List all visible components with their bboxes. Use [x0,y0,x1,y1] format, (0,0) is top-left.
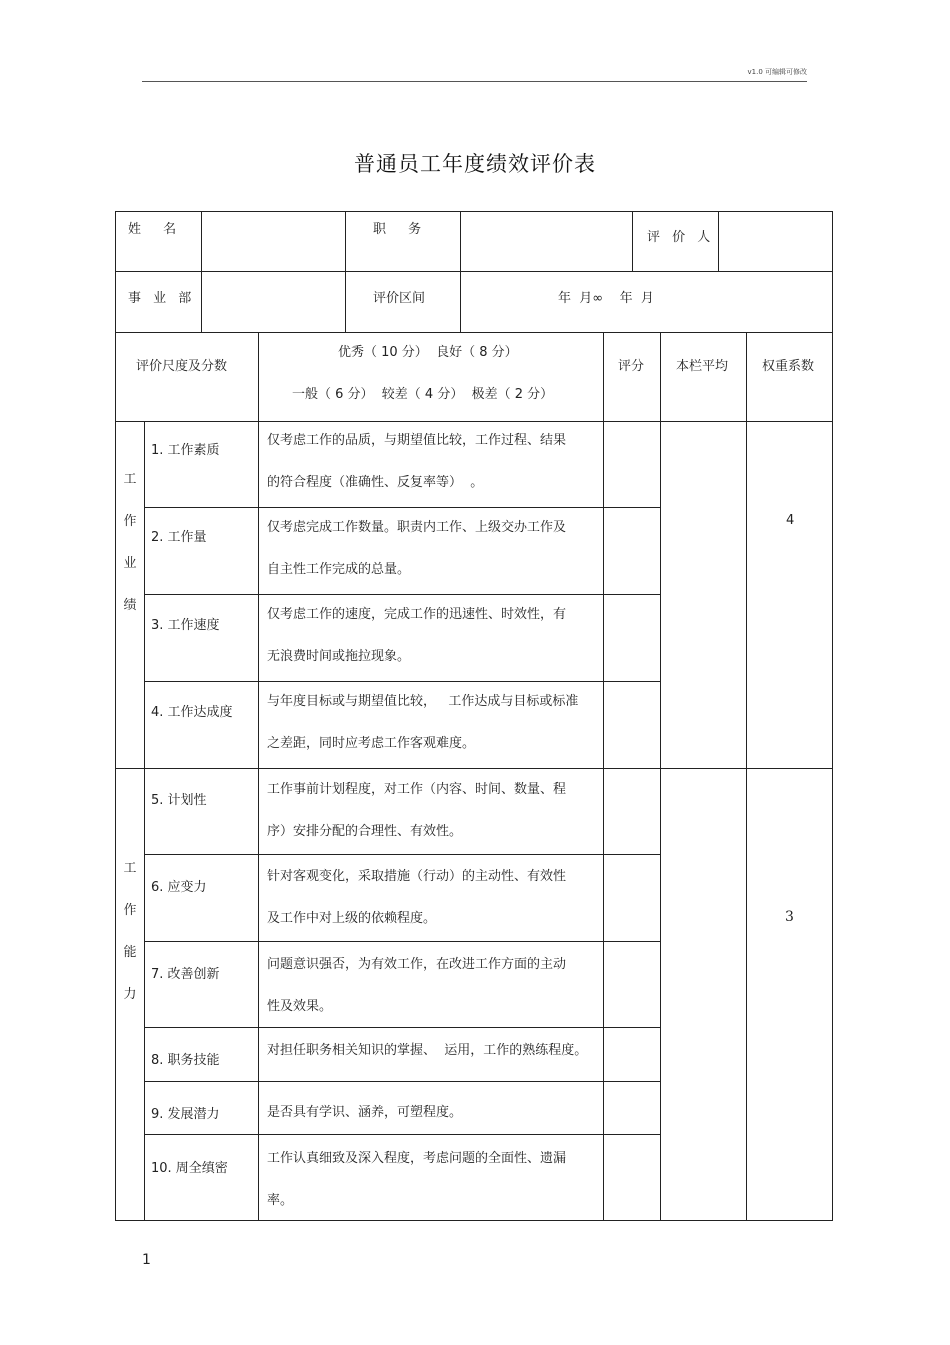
scale-line-2: 一般（ 6 分） 较差（ 4 分） 极差（ 2 分） [292,387,554,402]
col-divider [632,211,633,272]
item-desc-5b: 序）安排分配的合理性、有效性。 [267,824,463,839]
col-divider [460,211,461,333]
page-title: 普通员工年度绩效评价表 [354,152,596,176]
item-label-1: 1. 工作素质 [151,443,220,458]
item-label-4: 4. 工作达成度 [151,705,233,720]
row-divider [115,332,833,333]
item-desc-7a: 问题意识强否，为有效工作，在改进工作方面的主动 [267,957,567,972]
col-divider [660,332,661,1221]
item-label-9: 9. 发展潜力 [151,1107,220,1122]
item-desc-2a: 仅考虑完成工作数量。职责内工作、上级交办工作及 [267,520,567,535]
name-label: 姓 名 [128,222,186,237]
scale-label: 评价尺度及分数 [136,359,228,374]
table-border-bottom [115,1220,833,1221]
col-divider [258,332,259,1221]
item-desc-9: 是否具有学识、涵养，可塑程度。 [267,1105,463,1120]
table-border-top [115,211,833,212]
item-label-3: 3. 工作速度 [151,618,220,633]
department-label: 事 业 部 [128,291,196,306]
row-divider [144,1081,661,1082]
item-desc-10b: 率。 [267,1193,294,1208]
version-label: v1.0 可编辑可修改 [747,68,807,76]
col-divider [345,211,346,333]
section-name-performance: 工 作 业 绩 [123,472,137,613]
table-border-left [115,211,116,1221]
row-divider [115,421,833,422]
item-desc-6b: 及工作中对上级的依赖程度。 [267,911,437,926]
section-divider [115,768,833,769]
row-divider [144,1027,661,1028]
item-desc-4b: 之差距，同时应考虑工作客观难度。 [267,736,476,751]
scale-line-1: 优秀（ 10 分） 良好（ 8 分） [338,345,518,360]
table-border-right [832,211,833,1221]
score-header: 评分 [618,359,645,374]
weight-header: 权重系数 [762,359,815,374]
col-divider [746,332,747,1221]
item-desc-7b: 性及效果。 [267,999,333,1014]
row-divider [144,854,661,855]
row-divider [144,594,661,595]
weight-value-performance: 4 [786,513,795,528]
item-label-6: 6. 应变力 [151,880,207,895]
row-divider [144,507,661,508]
item-desc-1b: 的符合程度（准确性、反复率等） 。 [267,475,484,490]
col-divider [603,332,604,1221]
item-label-5: 5. 计划性 [151,793,207,808]
item-desc-5a: 工作事前计划程度，对工作（内容、时间、数量、程 [267,782,567,797]
item-desc-1a: 仅考虑工作的品质，与期望值比较，工作过程、结果 [267,433,567,448]
item-desc-2b: 自主性工作完成的总量。 [267,562,411,577]
position-label: 职 务 [373,222,431,237]
item-label-8: 8. 职务技能 [151,1053,220,1068]
item-desc-6a: 针对客观变化，采取措施（行动）的主动性、有效性 [267,869,567,884]
item-desc-8: 对担任职务相关知识的掌握、 运用，工作的熟练程度。 [267,1043,588,1058]
col-divider [201,211,202,333]
weight-value-ability: 3 [785,909,794,925]
item-label-7: 7. 改善创新 [151,967,220,982]
item-label-10: 10. 周全缜密 [151,1161,228,1176]
item-label-2: 2. 工作量 [151,530,207,545]
evaluator-label: 评 价 人 [647,230,715,245]
col-divider [718,211,719,272]
period-value: 年 月∞ 年 月 [558,291,654,306]
item-desc-10a: 工作认真细致及深入程度，考虑问题的全面性、遗漏 [267,1151,567,1166]
item-desc-4a: 与年度目标或与期望值比较， 工作达成与目标或标准 [267,694,579,709]
page-number: 1 [142,1252,151,1268]
row-divider [115,271,833,272]
row-divider [144,941,661,942]
period-label: 评价区间 [373,291,426,306]
average-header: 本栏平均 [676,359,729,374]
item-desc-3b: 无浪费时间或拖拉现象。 [267,649,411,664]
header-rule [142,81,807,82]
row-divider [144,1134,661,1135]
item-desc-3a: 仅考虑工作的速度，完成工作的迅速性、时效性，有 [267,607,567,622]
row-divider [144,681,661,682]
section-name-ability: 工 作 能 力 [123,861,137,1002]
